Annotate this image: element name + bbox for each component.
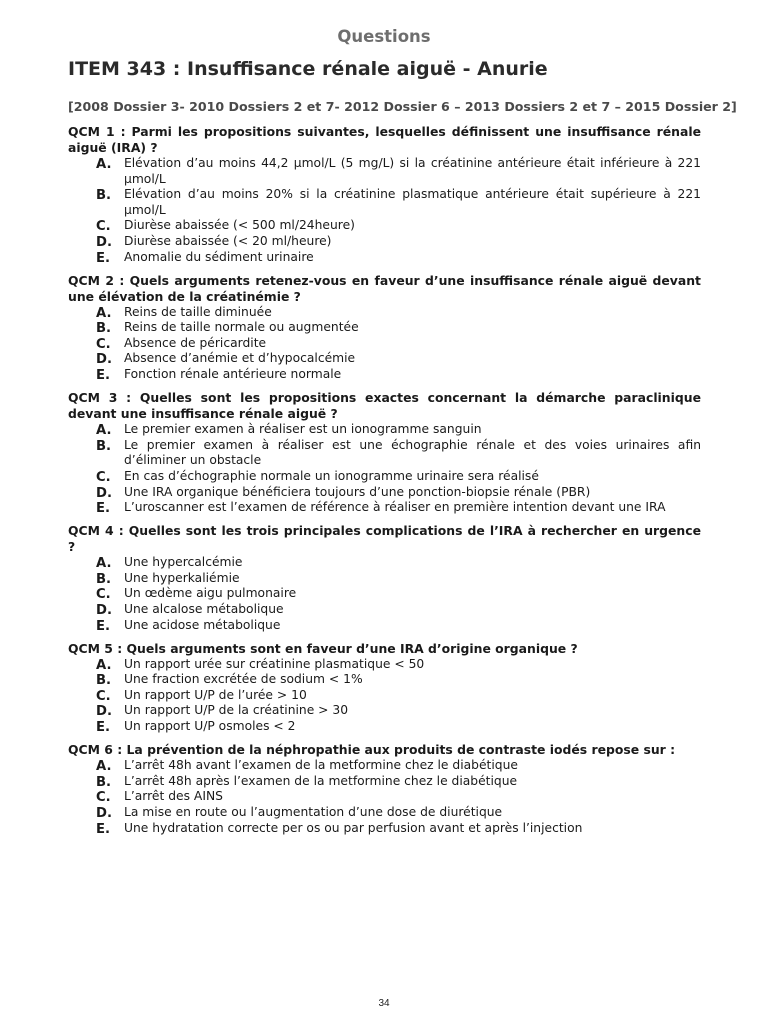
answer-letter: C.: [96, 219, 111, 235]
answer-letter: D.: [96, 602, 112, 618]
answer-letter: A.: [96, 556, 112, 572]
answer-text: L’arrêt des AINS: [124, 789, 223, 804]
question: [68, 273, 701, 305]
answer-text: Un rapport U/P osmoles < 2: [124, 719, 296, 734]
answer-text: L’arrêt 48h avant l’examen de la metformine chez le diabétique: [124, 758, 518, 773]
question: [68, 523, 701, 555]
answer-text: Une hyperkaliémie: [124, 570, 240, 585]
qcm-block: [68, 641, 701, 735]
answer-letter: D.: [96, 234, 112, 250]
question-separator: :: [113, 523, 129, 539]
answer-option: [68, 571, 701, 587]
answer-option: [68, 789, 701, 805]
answer-option: [68, 422, 701, 438]
answer-list: [68, 422, 701, 516]
answer-text: Le premier examen à réaliser est un ionogramme sanguin: [124, 422, 482, 437]
question-number: QCM 6: [68, 742, 113, 758]
answer-text: Une acidose métabolique: [124, 617, 281, 632]
answer-text: Reins de taille normale ou augmentée: [124, 320, 359, 335]
answer-text: La mise en route ou l’augmentation d’une dose de diurétique: [124, 804, 503, 819]
question-number: QCM 5: [68, 640, 113, 656]
answer-option: [68, 367, 701, 383]
answer-letter: C.: [96, 469, 111, 485]
page-header: Questions: [337, 27, 431, 46]
answer-text: Un rapport U/P de la créatinine > 30: [124, 703, 349, 718]
answer-option: [68, 320, 701, 336]
answer-letter: D.: [96, 805, 112, 821]
answer-option: [68, 602, 701, 618]
answer-option: [68, 688, 701, 704]
answer-letter: A.: [96, 423, 112, 439]
question-separator: :: [112, 742, 127, 758]
answer-letter: E.: [96, 821, 111, 837]
answer-option: [68, 821, 701, 837]
question: [68, 390, 701, 422]
answer-option: [68, 351, 701, 367]
question-separator: :: [117, 390, 140, 406]
question-text: Quels arguments sont en faveur d’une IRA d’origine organique ?: [126, 640, 578, 656]
answer-letter: C.: [96, 587, 111, 603]
answer-list: [68, 305, 701, 383]
question-text: Quels arguments retenez-vous en faveur d’une insuffisance rénale aiguë devant une élévation de la créatinémie ?: [68, 272, 701, 304]
question-separator: :: [112, 640, 127, 656]
question-number: QCM 4: [68, 523, 114, 539]
qcm-block: [68, 523, 701, 633]
answer-option: [68, 618, 701, 634]
question-number: QCM 2: [68, 272, 114, 288]
answer-option: [68, 250, 701, 266]
question-text: Quelles sont les propositions exactes concernant la démarche paraclinique devant une insuffisance rénale aiguë ?: [68, 390, 701, 422]
qcm-block: [68, 124, 701, 265]
answer-text: Reins de taille diminuée: [124, 304, 272, 319]
answer-text: Diurèse abaissée (< 500 ml/24heure): [124, 218, 355, 233]
answer-letter: E.: [96, 368, 111, 384]
exam-sources: [2008 Dossier 3- 2010 Dossiers 2 et 7- 2012 Dossier 6 – 2013 Dossiers 2 et 7 – 2015 Dossier 2]: [68, 99, 737, 114]
answer-letter: B.: [96, 438, 112, 454]
question-separator: :: [114, 124, 132, 139]
answer-option: [68, 336, 701, 352]
answer-option: [68, 657, 701, 673]
answer-letter: A.: [96, 759, 112, 775]
answer-letter: B.: [96, 774, 112, 790]
answer-option: [68, 672, 701, 688]
answer-letter: B.: [96, 571, 112, 587]
answer-list: [68, 758, 701, 836]
qcm-list: [68, 124, 701, 844]
answer-option: [68, 774, 701, 790]
answer-option: [68, 156, 701, 187]
answer-option: [68, 438, 701, 469]
question-number: QCM 3: [68, 390, 118, 406]
answer-letter: A.: [96, 305, 112, 321]
answer-text: Absence d’anémie et d’hypocalcémie: [124, 351, 356, 366]
answer-text: En cas d’échographie normale un ionogramme urinaire sera réalisé: [124, 468, 539, 483]
answer-option: [68, 485, 701, 501]
answer-letter: D.: [96, 352, 112, 368]
answer-option: [68, 500, 701, 516]
question-text: La prévention de la néphropathie aux produits de contraste iodés repose sur :: [126, 742, 676, 758]
question: [68, 124, 701, 156]
answer-option: [68, 469, 701, 485]
answer-letter: E.: [96, 501, 111, 517]
answer-letter: B.: [96, 673, 112, 689]
answer-text: Une hypercalcémie: [124, 555, 243, 570]
question-separator: :: [113, 272, 130, 288]
answer-text: Absence de péricardite: [124, 335, 267, 350]
answer-text: Un rapport urée sur créatinine plasmatique < 50: [124, 656, 425, 671]
answer-letter: A.: [96, 157, 112, 172]
answer-text: Une fraction excrétée de sodium < 1%: [124, 672, 363, 687]
answer-option: [68, 218, 701, 234]
answer-letter: C.: [96, 790, 111, 806]
answer-letter: D.: [96, 704, 112, 720]
answer-option: [68, 703, 701, 719]
qcm-block: [68, 742, 701, 836]
answer-text: Le premier examen à réaliser est une échographie rénale et des voies urinaires afin d’éliminer un obstacle: [124, 437, 701, 468]
question: [68, 641, 701, 657]
answer-list: [68, 156, 701, 265]
answer-text: Un rapport U/P de l’urée > 10: [124, 687, 307, 702]
answer-letter: E.: [96, 720, 111, 736]
item-title: ITEM 343 : Insuffisance rénale aiguë - Anurie: [68, 58, 548, 80]
answer-letter: A.: [96, 657, 112, 673]
answer-letter: E.: [96, 250, 111, 266]
answer-letter: B.: [96, 188, 112, 204]
answer-option: [68, 719, 701, 735]
answer-option: [68, 586, 701, 602]
answer-text: Anomalie du sédiment urinaire: [124, 249, 314, 264]
answer-letter: C.: [96, 336, 111, 352]
answer-text: L’arrêt 48h après l’examen de la metformine chez le diabétique: [124, 773, 518, 788]
answer-letter: B.: [96, 321, 112, 337]
answer-option: [68, 305, 701, 321]
qcm-block: [68, 390, 701, 516]
answer-letter: C.: [96, 688, 111, 704]
answer-text: Une alcalose métabolique: [124, 601, 284, 616]
answer-text: L’uroscanner est l’examen de référence à réaliser en première intention devant une IRA: [124, 500, 666, 515]
answer-option: [68, 758, 701, 774]
answer-text: Une IRA organique bénéficiera toujours d’une ponction-biopsie rénale (PBR): [124, 484, 591, 499]
answer-text: Diurèse abaissée (< 20 ml/heure): [124, 233, 332, 248]
qcm-block: [68, 273, 701, 383]
answer-text: Une hydratation correcte per os ou par perfusion avant et après l’injection: [124, 820, 583, 835]
answer-option: [68, 234, 701, 250]
answer-list: [68, 555, 701, 633]
answer-option: [68, 805, 701, 821]
answer-option: [68, 187, 701, 218]
question: [68, 742, 701, 758]
answer-text: Fonction rénale antérieure normale: [124, 367, 342, 382]
answer-letter: E.: [96, 618, 111, 634]
answer-text: Un œdème aigu pulmonaire: [124, 586, 297, 601]
answer-option: [68, 555, 701, 571]
question-text: Quelles sont les trois principales complications de l’IRA à rechercher en urgence ?: [68, 523, 701, 555]
answer-list: [68, 657, 701, 735]
page-number: 34: [378, 998, 390, 1009]
answer-text: Elévation d’au moins 44,2 µmol/L (5 mg/L) si la créatinine antérieure était inférieure à 221 µmol/L: [124, 156, 701, 186]
answer-letter: D.: [96, 485, 112, 501]
answer-text: Elévation d’au moins 20% si la créatinine plasmatique antérieure était supérieure à 221 µmol/L: [124, 187, 701, 217]
question-number: QCM 1: [68, 124, 115, 139]
question-text: Parmi les propositions suivantes, lesquelles définissent une insuffisance rénale aiguë (IRA) ?: [68, 124, 701, 155]
